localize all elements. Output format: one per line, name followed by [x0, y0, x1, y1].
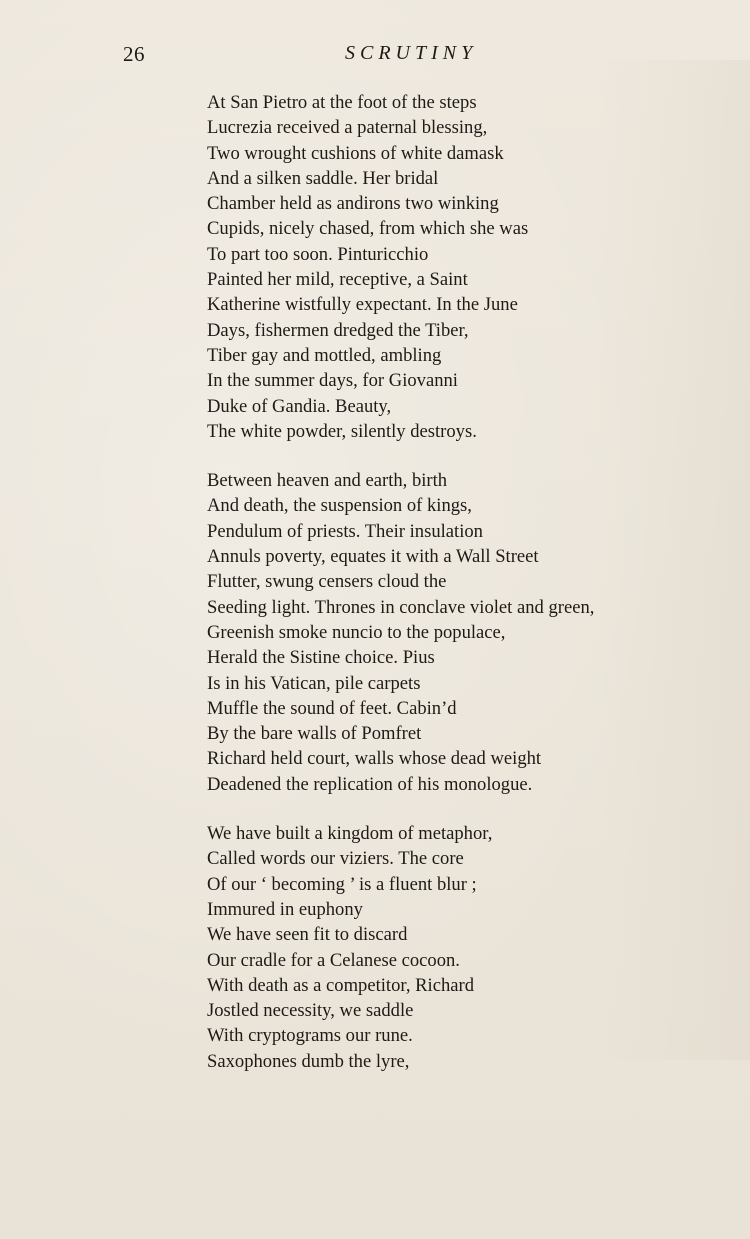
- poem-line: Pendulum of priests. Their insulation: [207, 520, 483, 542]
- stanza-2: [207, 468, 737, 797]
- poem-body: [207, 90, 737, 1074]
- poem-line: Between heaven and earth, birth: [207, 470, 448, 492]
- poem-line: Annuls poverty, equates it with a Wall Street: [207, 546, 539, 568]
- poem-line: Katherine wistfully expectant. In the June: [207, 294, 518, 316]
- poem-line: Painted her mild, receptive, a Saint: [207, 269, 468, 291]
- running-head: SCRUTINY: [345, 42, 478, 64]
- poem-line: Cupids, nicely chased, from which she was: [207, 218, 529, 240]
- poem-line: Tiber gay and mottled, ambling: [207, 344, 442, 366]
- poem-line: Chamber held as andirons two winking: [207, 193, 499, 215]
- poem-line: Muffle the sound of feet. Cabin’d: [207, 697, 457, 719]
- poem-line: Days, fishermen dredged the Tiber,: [207, 319, 469, 341]
- poem-line: The white powder, silently destroys.: [207, 420, 477, 442]
- poem-line: With death as a competitor, Richard: [207, 974, 474, 996]
- poem-line: Seeding light. Thrones in conclave violet and green,: [207, 596, 595, 618]
- poem-line: Deadened the replication of his monologue.: [207, 773, 533, 795]
- poem-line: We have seen fit to discard: [207, 924, 408, 946]
- stanza-1: [207, 90, 737, 444]
- poem-line: Herald the Sistine choice. Pius: [207, 647, 435, 669]
- poem-line: Jostled necessity, we saddle: [207, 1000, 414, 1022]
- poem-line: Our cradle for a Celanese cocoon.: [207, 949, 460, 971]
- poem-line: At San Pietro at the foot of the steps: [207, 92, 477, 113]
- poem-line: Called words our viziers. The core: [207, 848, 464, 870]
- poem-line: Is in his Vatican, pile carpets: [207, 672, 421, 694]
- poem-line: In the summer days, for Giovanni: [207, 370, 458, 392]
- poem-line: Saxophones dumb the lyre,: [207, 1050, 410, 1072]
- poem-line: And death, the suspension of kings,: [207, 495, 472, 517]
- poem-line: Duke of Gandia. Beauty,: [207, 395, 392, 417]
- poem-line: Of our ‘ becoming ’ is a fluent blur ;: [207, 873, 477, 895]
- poem-line: Richard held court, walls whose dead weight: [207, 748, 542, 770]
- poem-line: Lucrezia received a paternal blessing,: [207, 117, 488, 139]
- poem-line: We have built a kingdom of metaphor,: [207, 823, 493, 845]
- poem-line: By the bare walls of Pomfret: [207, 723, 422, 745]
- poem-line: With cryptograms our rune.: [207, 1025, 413, 1047]
- page-number: 26: [123, 42, 145, 66]
- stanza-3: [207, 821, 737, 1074]
- poem-line: Flutter, swung censers cloud the: [207, 571, 447, 593]
- poem-line: And a silken saddle. Her bridal: [207, 167, 439, 189]
- poem-line: Immured in euphony: [207, 898, 363, 920]
- poem-line: To part too soon. Pinturicchio: [207, 243, 429, 265]
- poem-line: Greenish smoke nuncio to the populace,: [207, 621, 506, 643]
- poem-line: Two wrought cushions of white damask: [207, 142, 504, 164]
